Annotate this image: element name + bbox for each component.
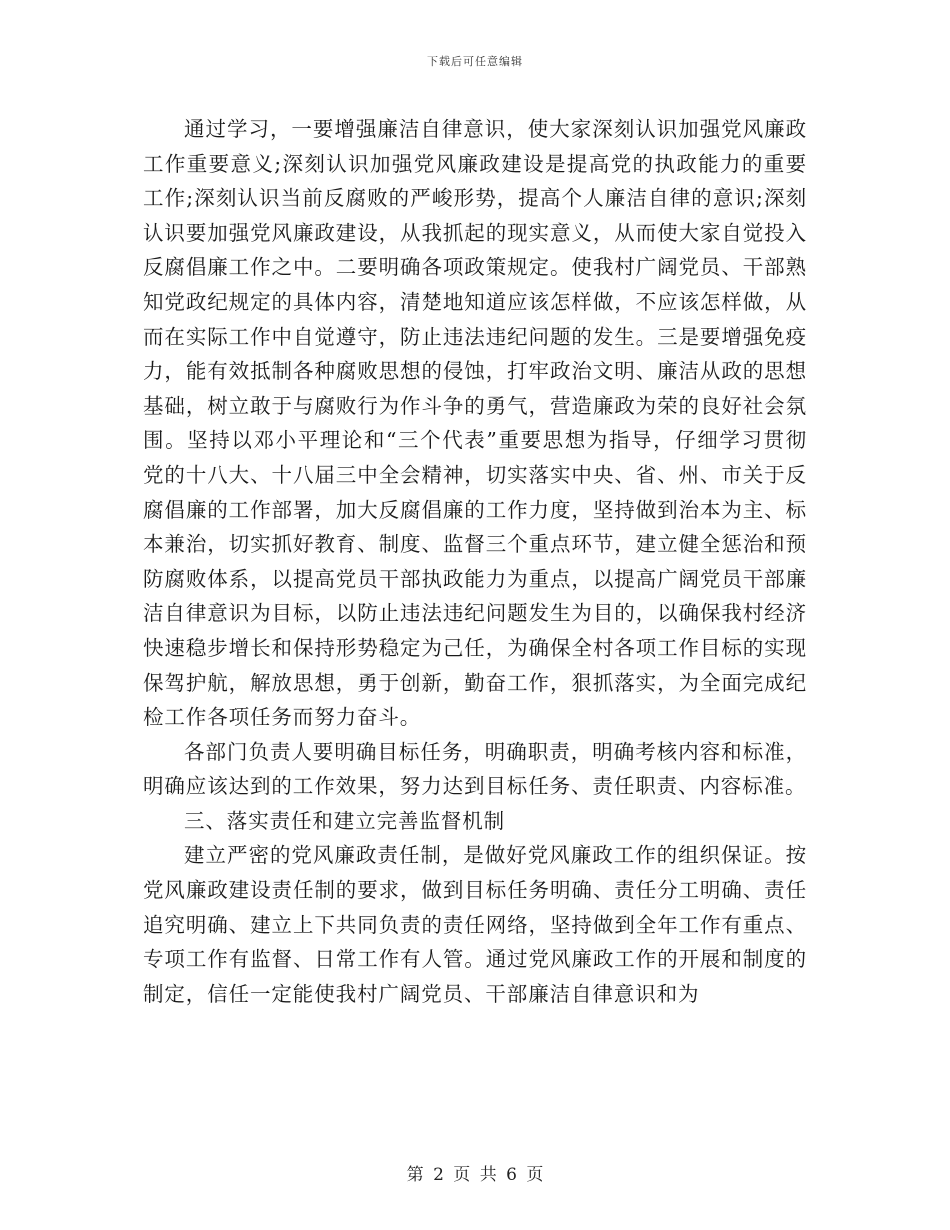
paragraph-study: 通过学习，一要增强廉洁自律意识，使大家深刻认识加强党风廉政工作重要意义;深刻认识加强党风廉政建设是提高党的执政能力的重要工作;深刻认识当前反腐败的严峻形势，提高个人廉洁自律的意识;深刻认识要加强党风廉政建设，从我抓起的现实意义，从而使大家自觉投入反腐倡廉工作之中。二要明确各项政策规定。使我村广阔党员、干部熟知党政纪规定的具体内容，清楚地知道应该怎样做，不应该怎样做，从而在实际工作中自觉遵守，防止违法违纪问题的发生。三是要增强免疫力，能有效抵制各种腐败思想的侵蚀，打牢政治文明、廉洁从政的思想基础，树立敢于与腐败行为作斗争的勇气，营造廉政为荣的良好社会氛围。坚持以邓小平理论和“三个代表”重要思想为指导，仔细学习贯彻党的十八大、十八届三中全会精神，切实落实中央、省、州、市关于反腐倡廉的工作部署，加大反腐倡廉的工作力度，坚持做到治本为主、标本兼治，切实抓好教育、制度、监督三个重点环节，建立健全惩治和预防腐败体系，以提高党员干部执政能力为重点，以提高广阔党员干部廉洁自律意识为目标，以防止违法违纪问题发生为目的，以确保我村经济快速稳步增长和保持形势稳定为己任，为确保全村各项工作目标的实现保驾护航，解放思想，勇于创新，勤奋工作，狠抓落实，为全面完成纪检工作各项任务而努力奋斗。 [143, 117, 807, 730]
section-heading-3: 三、落实责任和建立完善监督机制 [184, 808, 505, 833]
paragraph-responsibility: 建立严密的党风廉政责任制，是做好党风廉政工作的组织保证。按党风廉政建设责任制的要求，做到目标任务明确、责任分工明确、责任追究明确、建立上下共同负责的责任网络，坚持做到全年工作有重点、专项工作有监督、日常工作有人管。通过党风廉政工作的开展和制度的制定，信任一定能使我村广阔党员、干部廉洁自律意识和为 [143, 843, 807, 1006]
page-number: 第 2 页 共 6 页 [406, 1165, 544, 1185]
document-body [143, 112, 807, 1011]
paragraph-department-heads: 各部门负责人要明确目标任务，明确职责，明确考核内容和标准，明确应该达到的工作效果，努力达到目标任务、责任职责、内容标准。 [143, 739, 807, 799]
page-header: 下载后可任意编辑 [427, 55, 523, 68]
